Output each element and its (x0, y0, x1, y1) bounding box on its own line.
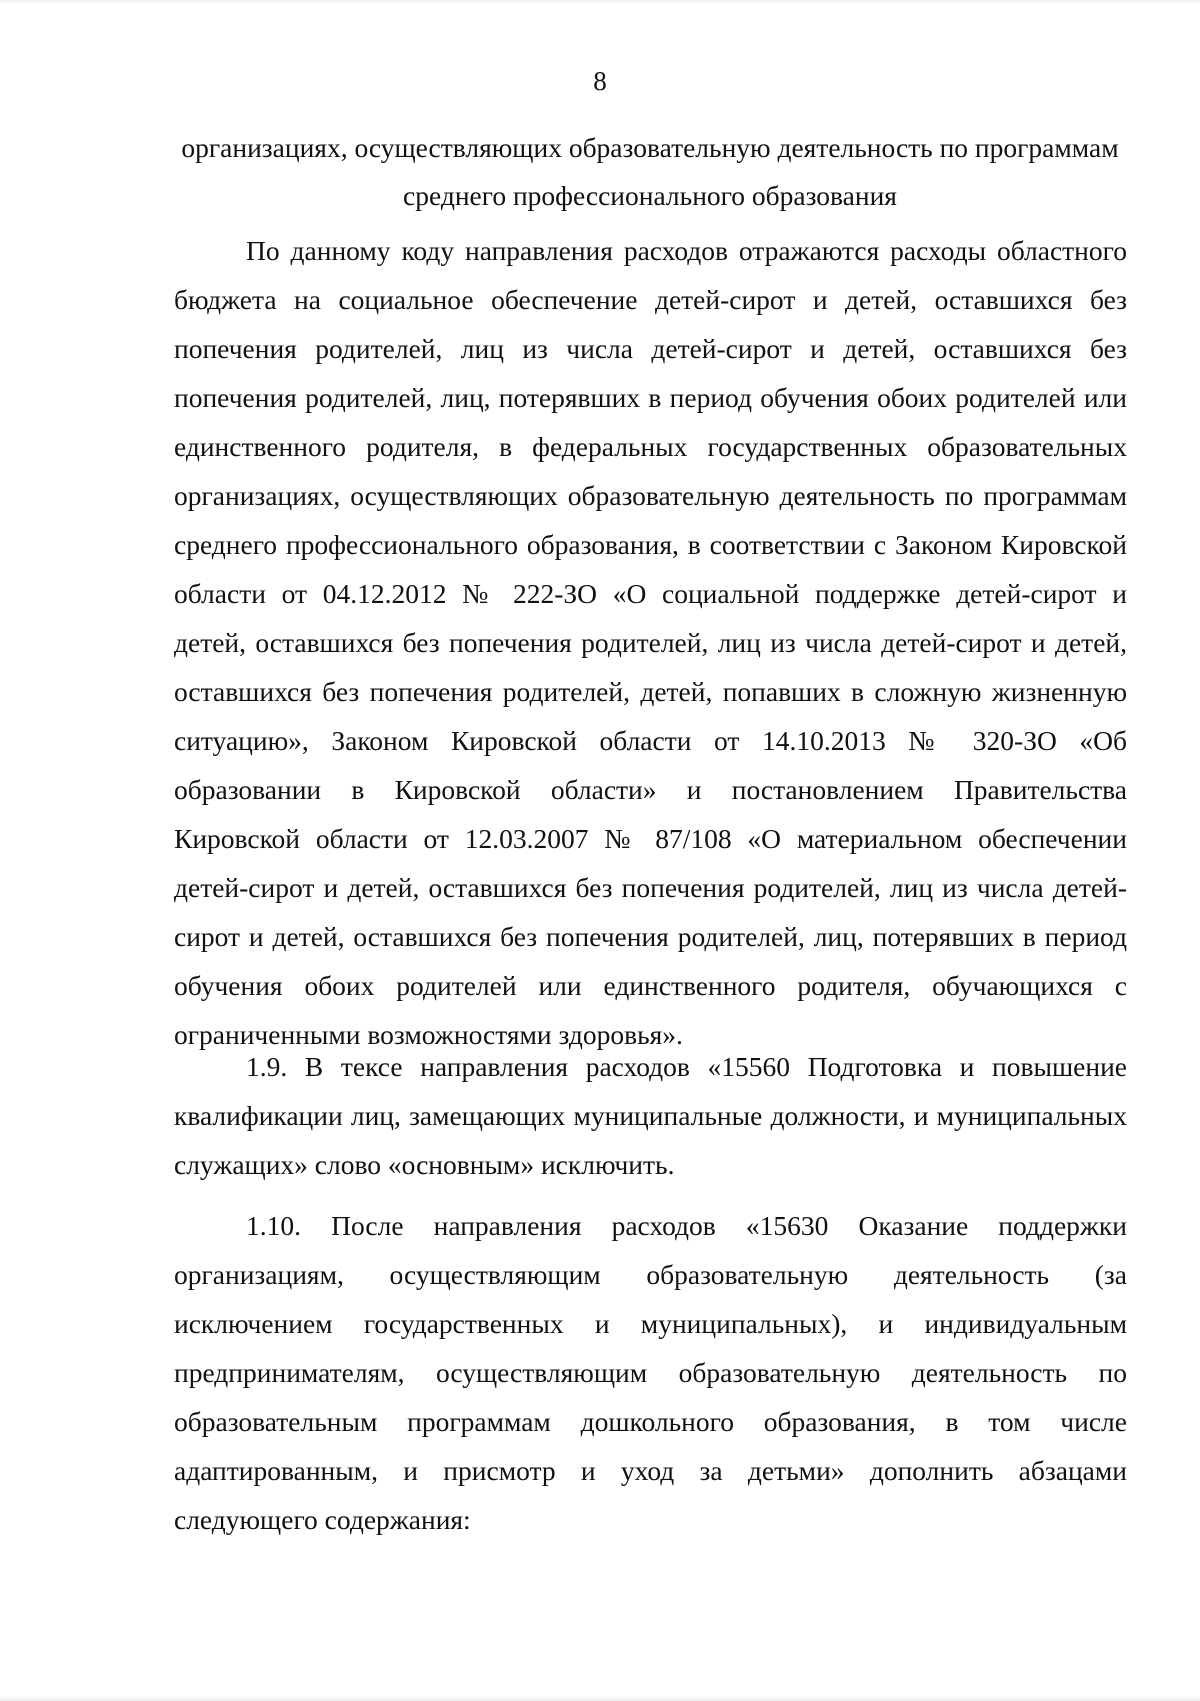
paragraph-item-1-10 (174, 1201, 1127, 1544)
section-heading (170, 124, 1130, 220)
paragraph-expense-description (174, 226, 1127, 1059)
paragraph-line: сирот и детей, оставшихся без попечения родителей, лиц, потерявших в период (174, 921, 1127, 952)
heading-line-2: среднего профессионального образования (403, 180, 897, 211)
paragraph-line: исключением государственных и муниципальных), и индивидуальным (174, 1308, 1127, 1339)
paragraph-line: адаптированным, и присмотр и уход за детьми» дополнить абзацами (174, 1455, 1127, 1486)
paragraph-line: бюджета на социальное обеспечение детей-сирот и детей, оставшихся без (174, 284, 1127, 315)
paragraph-line: 1.9. В тексе направления расходов «15560 Подготовка и повышение (246, 1051, 1127, 1082)
paragraph-line: организациях, осуществляющих образовательную деятельность по программам (174, 480, 1127, 511)
paragraph-line: образовании в Кировской области» и постановлением Правительства (174, 774, 1127, 805)
paragraph-line: предпринимателям, осуществляющим образовательную деятельность по (174, 1357, 1127, 1388)
paragraph-line: оставшихся без попечения родителей, детей, попавших в сложную жизненную (174, 676, 1127, 707)
paragraph-line: По данному коду направления расходов отражаются расходы областного (246, 235, 1127, 266)
scan-edge-bottom (0, 1695, 1200, 1701)
paragraph-line: ситуацию», Законом Кировской области от 14.10.2013 № 320-ЗО «Об (174, 725, 1127, 756)
paragraph-line: детей-сирот и детей, оставшихся без попечения родителей, лиц из числа детей- (174, 872, 1127, 903)
paragraph-line: детей, оставшихся без попечения родителей, лиц из числа детей-сирот и детей, (174, 627, 1127, 658)
heading-line-1: организациях, осуществляющих образовательную деятельность по программам (181, 132, 1119, 163)
paragraph-line: 1.10. После направления расходов «15630 Оказание поддержки (246, 1210, 1127, 1241)
paragraph-line: единственного родителя, в федеральных государственных образовательных (174, 431, 1127, 462)
paragraph-item-1-9 (174, 1042, 1127, 1189)
paragraph-line: Кировской области от 12.03.2007 № 87/108 «О материальном обеспечении (174, 823, 1127, 854)
paragraph-line: квалификации лиц, замещающих муниципальные должности, и муниципальных (174, 1100, 1127, 1131)
paragraph-line: среднего профессионального образования, в соответствии с Законом Кировской (174, 529, 1127, 560)
paragraph-line: служащих» слово «основным» исключить. (174, 1149, 675, 1180)
paragraph-line: области от 04.12.2012 № 222-ЗО «О социальной поддержке детей-сирот и (174, 578, 1127, 609)
paragraph-line: образовательным программам дошкольного образования, в том числе (174, 1406, 1127, 1437)
paragraph-line: организациям, осуществляющим образовательную деятельность (за (174, 1259, 1127, 1290)
paragraph-line: следующего содержания: (174, 1504, 471, 1535)
scan-edge-top (0, 0, 1200, 4)
page-number: 8 (593, 66, 607, 96)
paragraph-line: обучения обоих родителей или единственного родителя, обучающихся с (174, 970, 1127, 1001)
paragraph-line: ограниченными возможностями здоровья». (174, 1019, 683, 1050)
paragraph-line: попечения родителей, лиц, потерявших в период обучения обоих родителей или (174, 382, 1127, 413)
paragraph-line: попечения родителей, лиц из числа детей-сирот и детей, оставшихся без (174, 333, 1127, 364)
